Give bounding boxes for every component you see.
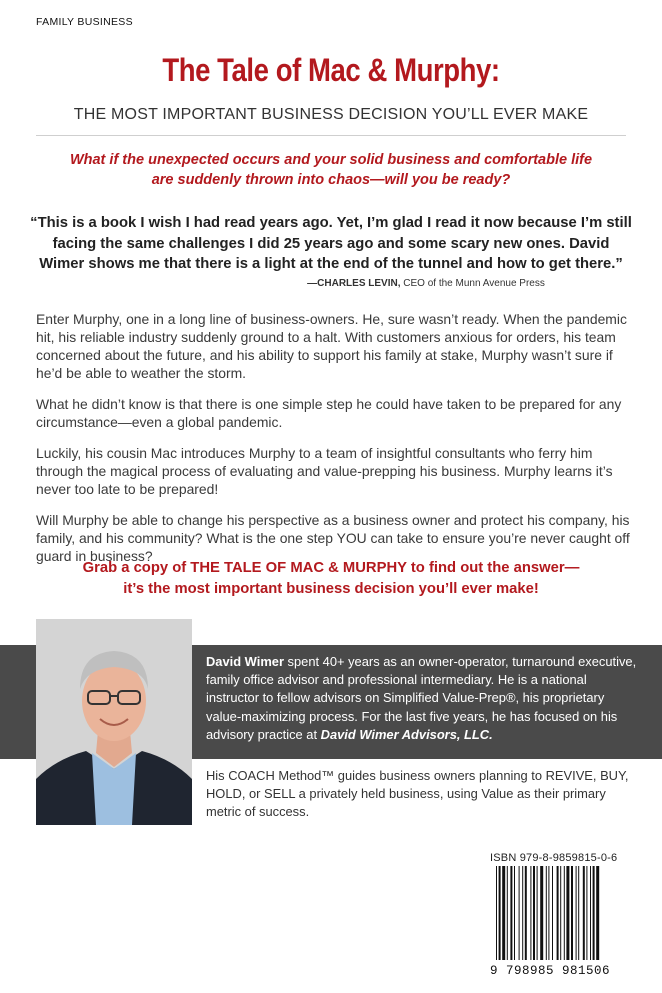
author-name: David Wimer	[206, 654, 284, 669]
book-subtitle: THE MOST IMPORTANT BUSINESS DECISION YOU’LL EVER MAKE	[73, 106, 589, 123]
testimonial-author: —CHARLES LEVIN,	[307, 278, 401, 289]
author-firm: David Wimer Advisors, LLC.	[320, 726, 493, 742]
testimonial-attribution	[0, 278, 662, 289]
call-to-action	[40, 558, 622, 600]
author-portrait-icon	[36, 619, 192, 825]
barcode-icon	[492, 866, 638, 962]
testimonial-role: CEO of the Munn Avenue Press	[400, 278, 545, 289]
description-paragraph: Will Murphy be able to change his perspective as a business owner and protect his company, his family, and his community? What is the one step YOU can take to ensure you’re never caught off guard in business?	[36, 512, 630, 564]
book-category: FAMILY BUSINESS	[36, 16, 133, 28]
divider	[36, 135, 626, 136]
testimonial-quote: “This is a book I wish I had read years ago. Yet, I’m glad I read it now because I’m still facing the same challenges I did 25 years ago and some scary new ones. David Wimer shows me that there is a light at the end of the tunnel and how to get there.”	[30, 215, 632, 272]
description-paragraph: Enter Murphy, one in a long line of business-owners. He, sure wasn’t ready. When the pandemic hit, his reliable industry suddenly ground to a halt. With customers anxious for orders, his team concerned about the future, and his ability to support his family at stake, Murphy wasn’t sure if he’d be able to weather the storm.	[36, 311, 627, 381]
hook-question: What if the unexpected occurs and your solid business and comfortable life are suddenly thrown into chaos—will you be ready?	[69, 152, 593, 188]
author-bio	[206, 653, 638, 744]
description-paragraph: Luckily, his cousin Mac introduces Murphy to a team of insightful consultants who ferry him through the magical process of evaluating and value-prepping his business. Murphy learns it’s never too late to be prepared!	[36, 445, 613, 497]
description-paragraph: What he didn’t know is that there is one simple step he could have taken to be prepared for any circumstance—even a global pandemic.	[36, 396, 622, 430]
isbn-label: ISBN 979-8-9859815-0-6	[490, 852, 618, 864]
book-description	[36, 310, 632, 578]
barcode-digits: 9 798985 981506	[490, 964, 611, 978]
coach-method-text: His COACH Method™ guides business owners planning to REVIVE, BUY, HOLD, or SELL a privately held business, using Value as their primary metric of success.	[206, 768, 629, 820]
cta-line-2: it’s the most important business decision you’ll ever make!	[123, 581, 539, 597]
book-title: The Tale of Mac & Murphy:	[162, 52, 500, 88]
cta-line-1: Grab a copy of THE TALE OF MAC & MURPHY to find out the answer—	[82, 560, 580, 576]
author-photo	[36, 619, 192, 825]
author-bio-text: spent 40+ years as an owner-operator, turnaround executive, family office advisor and professional intermediary. He is a national instructor to fellow advisors on Simplified Value-Prep®, his proprietary value-maximizing process. For the last five years, he has focused on his advisory practice at	[206, 654, 637, 742]
